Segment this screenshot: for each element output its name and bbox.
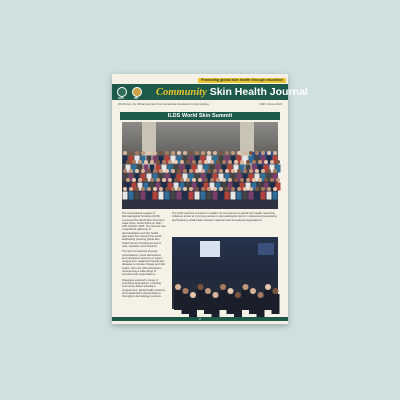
person-head [270,160,274,164]
person-head [162,178,166,182]
audience-head [243,284,249,290]
person-head [225,151,229,155]
audience-head [190,292,196,298]
person-head [234,160,238,164]
person-head [129,169,133,173]
person-head [228,160,232,164]
person-head [171,187,175,191]
person-head [222,178,226,182]
person-head [210,160,214,164]
person-head [204,160,208,164]
person-head [216,178,220,182]
person-head [210,178,214,182]
person-head [168,160,172,164]
person-head [216,160,220,164]
person-head [249,169,253,173]
audience-body [257,298,265,318]
person-body [225,192,230,200]
person-head [129,151,133,155]
person-head [252,160,256,164]
person-body [201,192,206,200]
person-head [165,151,169,155]
person-head [186,178,190,182]
person-head [180,178,184,182]
page-number: 2 [199,316,201,321]
audience-body [249,294,257,314]
person-head [261,169,265,173]
person-head [183,187,187,191]
audience-head [273,288,279,294]
person-head [156,160,160,164]
person-head [186,160,190,164]
masthead [112,84,308,100]
journal-subline: World Civic, the Official Journal of the International Foundation for Dermatology [118,103,210,106]
person-head [267,151,271,155]
audience-body [182,294,190,314]
person-head [165,169,169,173]
person-head [219,151,223,155]
audience-body [212,298,220,318]
person-head [144,160,148,164]
person-head [123,187,127,191]
person-head [165,187,169,191]
person-head [153,187,157,191]
person-head [135,169,139,173]
person-head [219,169,223,173]
journal-title-main: Skin Health Journal [209,86,308,98]
person-body [195,192,200,200]
person-head [135,151,139,155]
ilds-logo-label: ILDS [118,96,124,100]
person-body [261,192,266,200]
person-head [126,160,130,164]
person-head [150,160,154,164]
person-head [261,151,265,155]
audience-head [183,288,189,294]
person-head [273,151,277,155]
person-head [213,187,217,191]
person-head [264,160,268,164]
person-head [213,151,217,155]
person-head [123,151,127,155]
person-body [159,192,164,200]
person-head [153,169,157,173]
person-head [276,160,280,164]
person-head [273,187,277,191]
summit-group-photo [122,122,278,209]
person-head [231,169,235,173]
article-paragraph: The ILDS used the occasion to reaffirm its commitment to global skin health, launching initiatives aimed at improving access to dermatological care for underserved populations and fostering collaboration between national and international organisations. [172,212,277,222]
person-body [237,192,242,200]
person-head [240,160,244,164]
person-head [267,169,271,173]
audience-body [234,298,242,318]
audience-silhouettes [172,237,278,309]
photo-crowd [122,149,278,209]
person-head [231,187,235,191]
person-head [195,169,199,173]
person-head [147,151,151,155]
person-head [207,169,211,173]
journal-page [112,74,308,324]
person-head [168,178,172,182]
person-body [165,192,170,200]
person-body [177,192,182,200]
person-head [123,169,127,173]
person-head [219,187,223,191]
person-body [123,192,128,200]
person-head [198,178,202,182]
article-column-left [122,212,166,300]
person-body [141,192,146,200]
audience-body [219,290,227,310]
person-head [183,169,187,173]
person-body [135,192,140,200]
ifd-logo-label: IFD [134,96,139,100]
person-head [252,178,256,182]
person-head [147,169,151,173]
person-head [270,178,274,182]
person-head [138,160,142,164]
person-body [219,192,224,200]
audience-head [228,288,234,294]
person-head [159,169,163,173]
audience-head [265,284,271,290]
person-head [156,178,160,182]
person-head [189,151,193,155]
person-body [255,192,260,200]
person-head [207,187,211,191]
person-head [171,169,175,173]
audience-body [227,294,235,314]
person-head [201,151,205,155]
article-column-right [172,212,278,224]
person-body [273,192,278,200]
person-head [192,160,196,164]
ilds-logo-icon [117,87,127,97]
person-head [195,151,199,155]
person-head [174,178,178,182]
audience-body [264,290,272,310]
person-head [207,151,211,155]
audience-head [250,288,256,294]
person-head [159,151,163,155]
person-body [207,192,212,200]
audience-head [213,292,219,298]
person-head [255,187,259,191]
journal-title-community: Community [156,87,207,98]
person-head [267,187,271,191]
person-head [222,160,226,164]
person-head [225,187,229,191]
person-head [261,187,265,191]
person-head [258,160,262,164]
person-head [237,187,241,191]
audience-body [197,290,205,310]
audience-head [205,288,211,294]
person-body [243,192,248,200]
person-head [243,187,247,191]
person-head [273,169,277,173]
person-head [177,151,181,155]
person-head [243,151,247,155]
audience-head [198,284,204,290]
person-head [264,178,268,182]
person-head [189,169,193,173]
person-head [183,151,187,155]
person-body [267,192,272,200]
person-head [237,151,241,155]
person-head [258,178,262,182]
person-body [189,192,194,200]
person-head [276,178,280,182]
person-head [246,160,250,164]
person-head [141,187,145,191]
person-head [204,178,208,182]
person-head [174,160,178,164]
article-paragraph: Delegates explored a range of innovative approaches, including community-based education programmes, digital health solutions, and collaborative partnerships to strengthen dermatology services. [122,278,166,299]
person-body [171,192,176,200]
person-head [153,151,157,155]
person-head [180,160,184,164]
person-head [249,151,253,155]
audience-head [175,284,181,290]
person-head [195,187,199,191]
person-head [144,178,148,182]
person-head [132,178,136,182]
person-head [201,187,205,191]
audience-head [220,284,226,290]
audience-body [204,294,212,314]
person-body [213,192,218,200]
person-head [189,187,193,191]
person-head [132,160,136,164]
person-body [129,192,134,200]
person-head [255,169,259,173]
person-head [126,178,130,182]
person-head [234,178,238,182]
person-head [129,187,133,191]
person-head [201,169,205,173]
person-body [183,192,188,200]
person-head [171,151,175,155]
tagline-banner: Promoting global skin health through education [198,78,286,83]
person-body [153,192,158,200]
person-head [240,178,244,182]
audience-body [189,298,197,318]
ifd-logo-icon [132,87,142,97]
person-head [198,160,202,164]
person-head [192,178,196,182]
person-head [249,187,253,191]
audience-body [272,294,280,314]
person-head [141,151,145,155]
person-head [225,169,229,173]
audience-head [258,292,264,298]
summit-session-photo [172,237,278,309]
section-title: ILDS World Skin Summit [120,112,280,120]
person-head [135,187,139,191]
person-head [141,169,145,173]
issue-info: ISSN: Volume 2024 [259,103,282,106]
audience-head [235,292,241,298]
journal-title [156,85,308,100]
person-head [231,151,235,155]
person-head [159,187,163,191]
person-head [228,178,232,182]
person-head [255,151,259,155]
person-head [213,169,217,173]
person-head [237,169,241,173]
person-head [177,169,181,173]
person-head [162,160,166,164]
person-body [249,192,254,200]
person-head [246,178,250,182]
article-paragraph: The International League of Dermatological Societies (ILDS) convened the World Skin Summit in Cape Town, South Africa on 20th – 24th October 2025. The Summit was a significant gathering of dermatologists and skin health advocates from around the world, addressing pressing global skin health issues including access to care, education and research. [122,212,166,248]
person-head [177,187,181,191]
person-head [138,178,142,182]
person-body [147,192,152,200]
person-head [147,187,151,191]
person-head [150,178,154,182]
person-body [231,192,236,200]
article-paragraph: The Summit featured keynote presentations, panel discussions and interactive sessions on topics ranging from neglected tropical skin diseases to climate change and skin health, with over 600 participants representing a wide range of countries and organisations. [122,250,166,277]
audience-body [242,290,250,310]
person-head [243,169,247,173]
audience-body [174,290,182,310]
